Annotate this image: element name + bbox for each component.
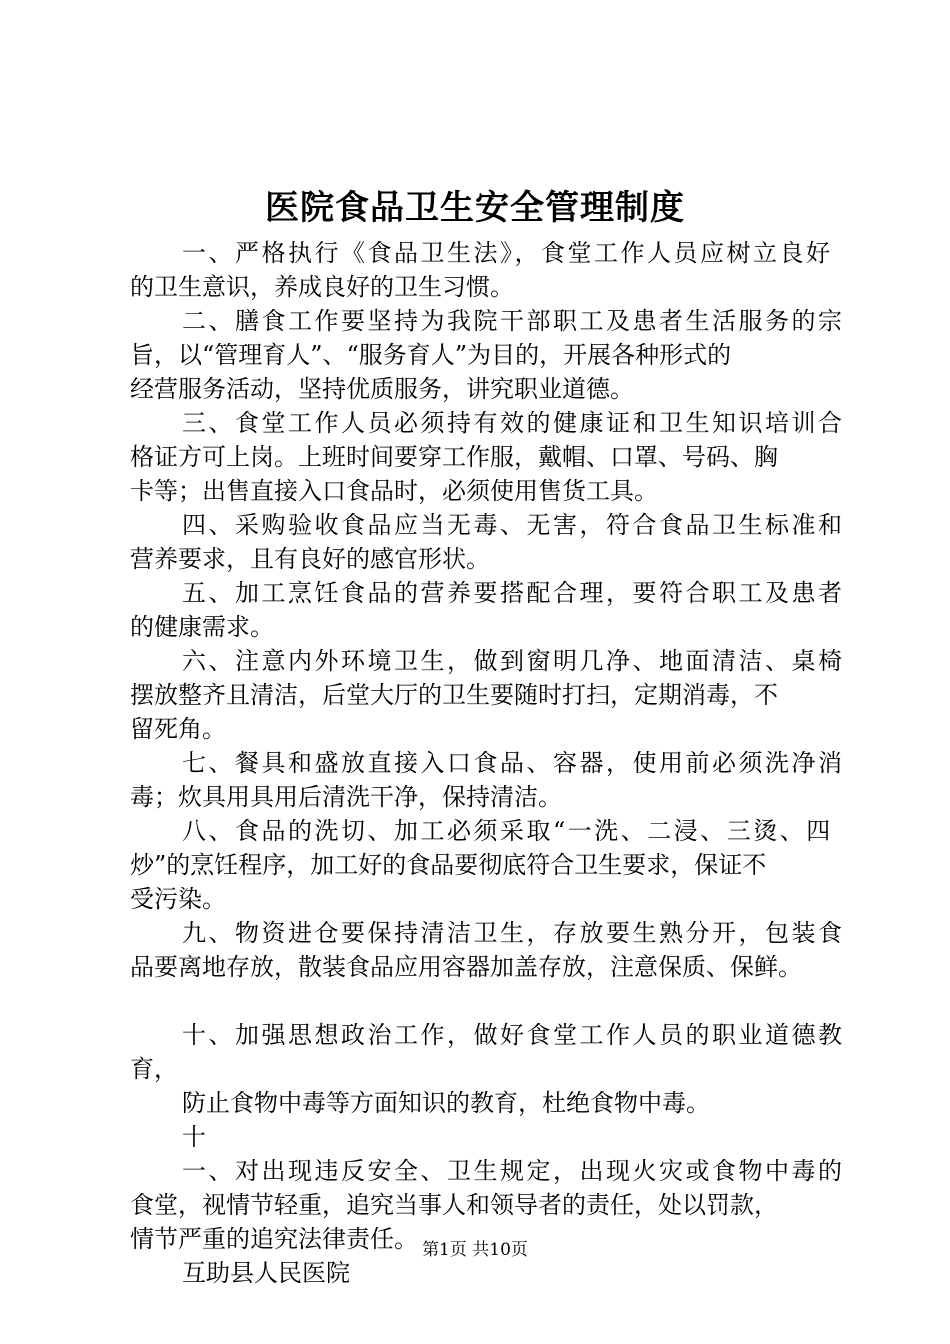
paragraph-line: 防止食物中毒等方面知识的教育，杜绝食物中毒。 — [182, 1089, 710, 1117]
paragraph-line: 留死角。 — [130, 715, 226, 743]
paragraph-line: 五、加工烹饪食品的营养要搭配合理，要符合职工及患者 — [182, 579, 845, 607]
paragraph-line: 二、膳食工作要坚持为我院干部职工及患者生活服务的宗 — [182, 307, 845, 335]
paragraph-line: 营养要求，且有良好的感官形状。 — [130, 545, 490, 573]
paragraph-line: 毒；炊具用具用后清洗干净，保持清洁。 — [130, 783, 562, 811]
paragraph-line: 七、餐具和盛放直接入口食品、容器，使用前必须洗净消 — [182, 749, 845, 777]
paragraph-line: 卡等；出售直接入口食品时，必须使用售货工具。 — [130, 477, 658, 505]
document-body — [130, 236, 845, 1290]
paragraph-line: 一、严格执行《食品卫生法》，食堂工作人员应树立良好 — [182, 239, 833, 267]
paragraph-line: 十、加强思想政治工作，做好食堂工作人员的职业道德教 — [182, 1021, 845, 1049]
paragraph-line: 一、对出现违反安全、卫生规定，出现火灾或食物中毒的 — [182, 1157, 845, 1185]
blank-line — [130, 984, 830, 1018]
paragraph-line: 旨，以“管理育人”、“服务育人”为目的，开展各种形式的 — [130, 341, 732, 369]
paragraph-line: 品要离地存放，散装食品应用容器加盖存放，注意保质、保鲜。 — [130, 953, 802, 981]
paragraph-line: 四、采购验收食品应当无毒、无害，符合食品卫生标准和 — [182, 511, 845, 539]
paragraph-line: 九、物资进仓要保持清洁卫生，存放要生熟分开，包装食 — [182, 919, 845, 947]
page-footer: 第1页 共10页 — [422, 1240, 528, 1260]
paragraph-line: 的健康需求。 — [130, 613, 274, 641]
paragraph-line: 六、注意内外环境卫生，做到窗明几净、地面清洁、桌椅 — [182, 647, 845, 675]
paragraph-line: 炒”的烹饪程序，加工好的食品要彻底符合卫生要求，保证不 — [130, 851, 767, 879]
paragraph-line: 育， — [130, 1055, 178, 1083]
paragraph-line: 情节严重的追究法律责任。 — [130, 1225, 418, 1253]
document-title: 医院食品卫生安全管理制度 — [265, 188, 685, 228]
paragraph-line: 三、食堂工作人员必须持有效的健康证和卫生知识培训合 — [182, 409, 845, 437]
paragraph-line: 十 — [182, 1123, 206, 1151]
paragraph-line: 的卫生意识，养成良好的卫生习惯。 — [130, 273, 514, 301]
paragraph-line: 摆放整齐且清洁，后堂大厅的卫生要随时打扫，定期消毒，不 — [130, 681, 778, 709]
paragraph-line: 经营服务活动，坚持优质服务，讲究职业道德。 — [130, 375, 634, 403]
paragraph-line: 食堂，视情节轻重，追究当事人和领导者的责任，处以罚款， — [130, 1191, 778, 1219]
paragraph-line: 格证方可上岗。上班时间要穿工作服，戴帽、口罩、号码、胸 — [130, 443, 778, 471]
paragraph-line: 受污染。 — [130, 885, 226, 913]
paragraph-line: 八、食品的洗切、加工必须采取“一洗、二浸、三烫、四 — [182, 817, 833, 845]
signature-line: 互助县人民医院 — [182, 1259, 350, 1287]
